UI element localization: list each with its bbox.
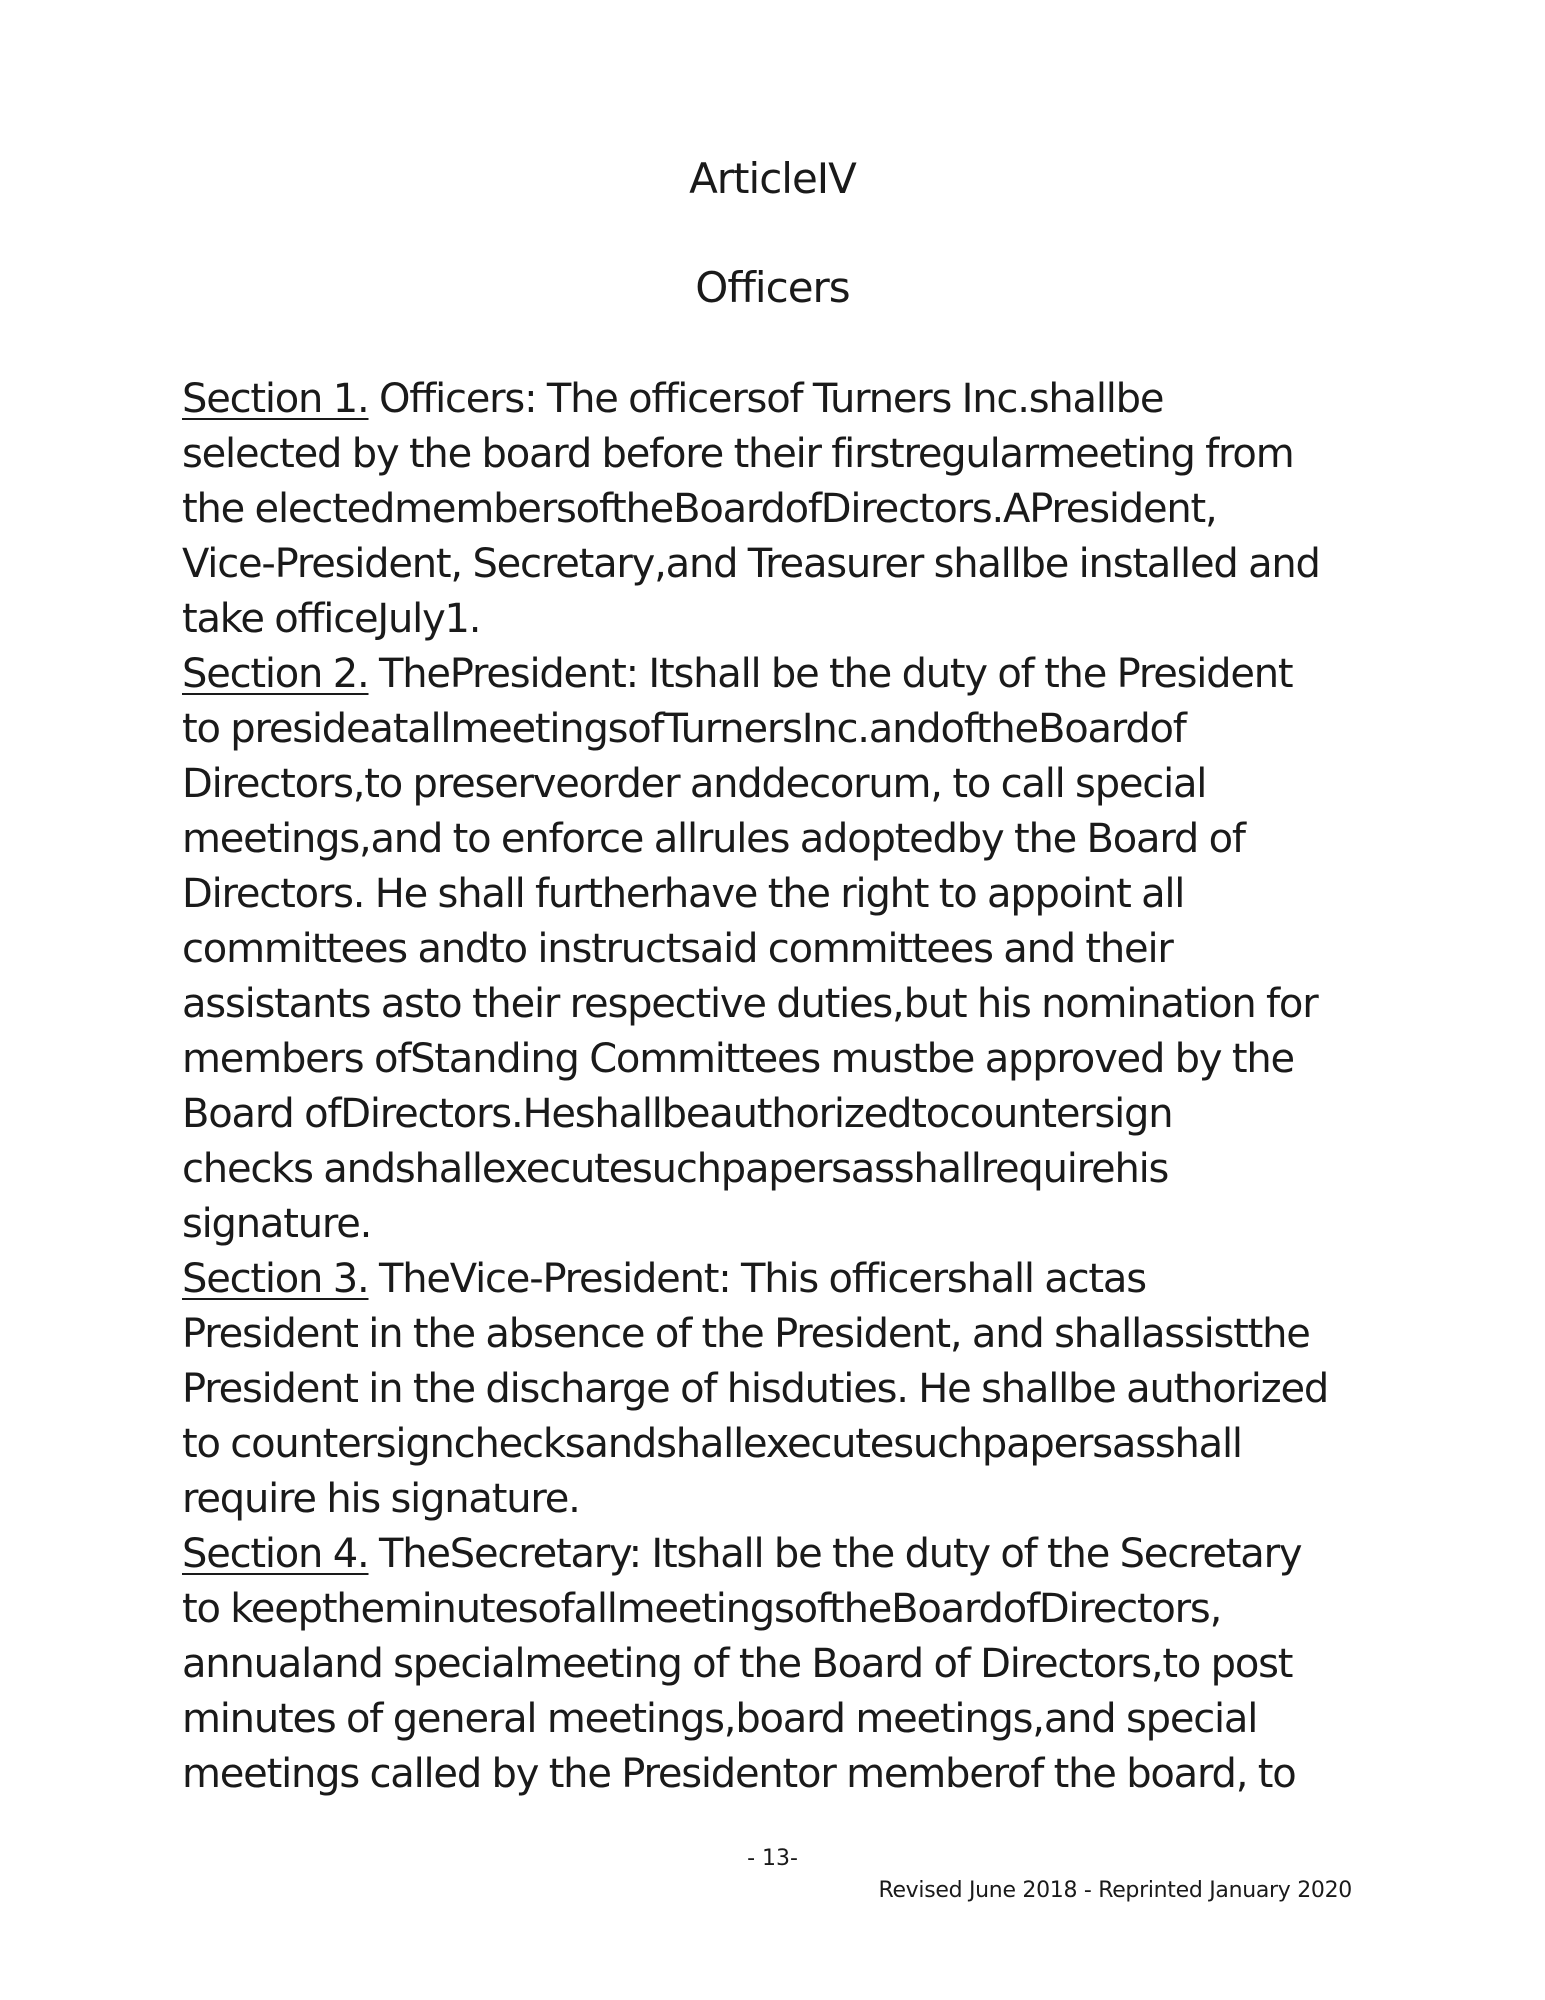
section-2-line-10: checks andshallexecutesuchpapersasshallrequirehis [182, 1146, 1169, 1192]
page-number: - 13- [747, 1846, 798, 1871]
section-4-line-2: to keeptheminutesofallmeetingsoftheBoardofDirectors, [182, 1586, 1222, 1632]
section-heading: Officers [695, 263, 850, 312]
section-1-text: Officers: The officersof Turners Inc.shallbe [368, 376, 1164, 422]
section-4-line-1 [182, 1527, 1362, 1582]
section-4-line-5: meetings called by the Presidentor memberof the board, to [182, 1751, 1296, 1797]
section-3-line-1 [182, 1252, 1362, 1307]
section-2-line-9: Board ofDirectors.Heshallbeauthorizedtocountersign [182, 1091, 1173, 1137]
section-1-line-1 [182, 372, 1362, 427]
section-1-line-5: take officeJuly1. [182, 596, 481, 642]
section-3-line-2: President in the absence of the President, and shallassistthe [182, 1311, 1310, 1357]
section-1-label: Section 1. [182, 376, 369, 422]
section-2-line-1 [182, 647, 1362, 702]
section-3-label: Section 3. [182, 1256, 369, 1302]
section-1-line-3: the electedmembersoftheBoardofDirectors.APresident, [182, 486, 1217, 532]
body-text [182, 372, 1362, 1802]
section-2-text: ThePresident: Itshall be the duty of the President [368, 651, 1293, 697]
section-2-line-4: meetings,and to enforce allrules adoptedby the Board of [182, 816, 1245, 862]
section-2-line-7: assistants asto their respective duties,but his nomination for [182, 981, 1318, 1027]
section-1-line-4: Vice-President, Secretary,and Treasurer shallbe installed and [182, 541, 1320, 587]
section-2-line-5: Directors. He shall furtherhave the right to appoint all [182, 871, 1185, 917]
section-2-line-3: Directors,to preserveorder anddecorum, to call special [182, 761, 1207, 807]
section-2-label: Section 2. [182, 651, 369, 697]
revision-note: Revised June 2018 - Reprinted January 2020 [878, 1878, 1352, 1903]
section-1-line-2: selected by the board before their firstregularmeeting from [182, 431, 1294, 477]
section-3-line-4: to countersignchecksandshallexecutesuchpapersasshall [182, 1421, 1242, 1467]
section-2-line-11: signature. [182, 1201, 372, 1247]
section-4-line-3: annualand specialmeeting of the Board of Directors,to post [182, 1641, 1293, 1687]
section-2-line-2: to presideatallmeetingsofTurnersInc.andoftheBoardof [182, 706, 1186, 752]
section-3-line-5: require his signature. [182, 1476, 580, 1522]
section-3-line-3: President in the discharge of hisduties. He shallbe authorized [182, 1366, 1329, 1412]
section-4-text: TheSecretary: Itshall be the duty of the Secretary [368, 1531, 1302, 1577]
article-title: ArticleIV [689, 154, 856, 203]
section-2-line-8: members ofStanding Committees mustbe approved by the [182, 1036, 1294, 1082]
section-4-label: Section 4. [182, 1531, 369, 1577]
section-2-line-6: committees andto instructsaid committees and their [182, 926, 1173, 972]
section-3-text: TheVice-President: This officershall actas [368, 1256, 1146, 1302]
section-4-line-4: minutes of general meetings,board meetings,and special [182, 1696, 1258, 1742]
